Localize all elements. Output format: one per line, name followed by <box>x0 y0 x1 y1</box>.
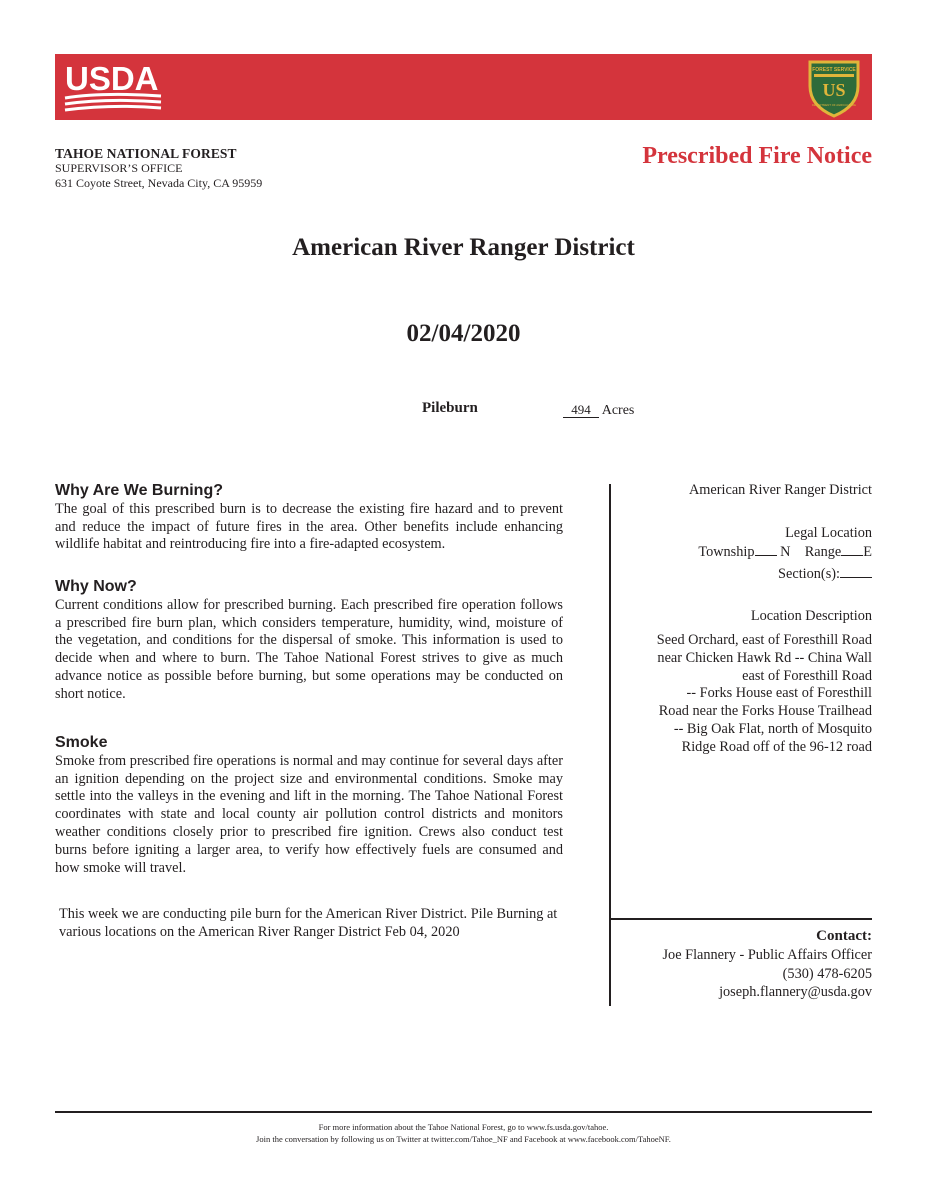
location-description-heading: Location Description <box>750 608 872 624</box>
burn-date: 02/04/2020 <box>406 320 521 347</box>
location-line: -- Forks House east of Foresthill <box>686 685 872 702</box>
acres-field <box>563 402 634 419</box>
section-why-now <box>55 578 563 704</box>
notice-title: Prescribed Fire Notice <box>642 143 872 169</box>
svg-text:US: US <box>822 80 846 100</box>
section-smoke <box>55 734 563 877</box>
section-heading: Smoke <box>55 734 108 751</box>
sidebar-district: American River Ranger District <box>688 482 872 498</box>
contact-heading: Contact: <box>816 928 872 944</box>
district-title: American River Ranger District <box>292 234 635 261</box>
acres-value: 494 <box>563 402 599 418</box>
svg-text:DEPARTMENT OF AGRICULTURE: DEPARTMENT OF AGRICULTURE <box>811 103 857 107</box>
footer-line-1: For more information about the Tahoe National Forest, go to www.fs.usda.gov/tahoe. <box>318 1122 609 1132</box>
footer-rule <box>55 1111 872 1113</box>
contact-name: Joe Flannery - Public Affairs Officer <box>662 946 872 963</box>
township-value: N <box>780 544 791 560</box>
location-description <box>618 632 872 757</box>
township-range <box>618 544 872 562</box>
column-divider <box>609 484 611 1006</box>
sections-label: Section(s): <box>778 566 840 582</box>
footer-line-2: Join the conversation by following us on Twitter at twitter.com/Tahoe_NF and Facebook at www.facebook.com/TahoeNF. <box>256 1134 671 1144</box>
location-line: Ridge Road off of the 96-12 road <box>681 738 872 755</box>
contact-phone: (530) 478-6205 <box>782 965 872 982</box>
header-banner <box>55 54 872 120</box>
office-address-block <box>55 146 262 191</box>
footer <box>0 1121 927 1145</box>
location-line: Seed Orchard, east of Foresthill Road <box>656 632 872 648</box>
location-line: Road near the Forks House Trailhead <box>658 703 872 720</box>
sections-field <box>618 566 872 584</box>
burn-type: Pileburn <box>422 400 478 416</box>
contact-divider <box>610 918 872 920</box>
section-why-burning <box>55 482 563 554</box>
legal-location-heading: Legal Location <box>785 525 872 541</box>
section-heading: Why Are We Burning? <box>55 482 223 499</box>
township-label: Township <box>698 544 755 560</box>
range-label: Range <box>804 544 842 560</box>
section-body: Current conditions allow for prescribed burning. Each prescribed fire operation follows a prescribed fire burn plan, which considers temperature, humidity, wind, moisture of the vegetation, and conditions for the dispersal of smoke. This information is used to decide when and where to burn. The Tahoe National Forest strives to give as much advance notice as possible before burning, but some operations may be conducted on short notice. <box>55 596 563 702</box>
section-body: Smoke from prescribed fire operations is normal and may continue for several days after an ignition depending on the project size and environmental conditions. Smoke may settle into the valleys in the evening and lift in the morning. The Tahoe National Forest coordinates with state and local county air pollution control districts and monitors weather conditions closely prior to prescribed fire ignition. Crews also conduct test burns before igniting a larger area, to verify how effectively fuels are consumed and how smoke will travel. <box>55 752 563 876</box>
usda-logo <box>63 58 163 114</box>
contact-block <box>618 928 872 1002</box>
acres-unit: Acres <box>601 403 635 418</box>
svg-text:USDA: USDA <box>65 60 159 97</box>
section-heading: Why Now? <box>55 578 137 595</box>
svg-text:FOREST SERVICE: FOREST SERVICE <box>812 67 856 73</box>
location-line: -- Big Oak Flat, north of Mosquito <box>673 720 872 737</box>
contact-email[interactable]: joseph.flannery@usda.gov <box>719 984 872 1001</box>
location-line: east of Foresthill Road <box>742 667 872 684</box>
weekly-note: This week we are conducting pile burn for the American River District. Pile Burning at various locations on the American River Ranger District Feb 04, 2020 <box>59 906 558 940</box>
forest-name: TAHOE NATIONAL FOREST <box>55 146 237 161</box>
location-line: near Chicken Hawk Rd -- China Wall <box>657 649 872 666</box>
forest-service-badge <box>806 56 862 118</box>
office-name: SUPERVISOR’S OFFICE <box>55 161 183 175</box>
section-body: The goal of this prescribed burn is to decrease the existing fire hazard and to prevent and reduce the impact of future fires in the area. Other benefits include enhancing wildlife habitat and reintroducing fire into a fire-adapted ecosystem. <box>55 500 563 553</box>
office-address: 631 Coyote Street, Nevada City, CA 95959 <box>55 176 263 190</box>
range-value: E <box>863 544 872 560</box>
